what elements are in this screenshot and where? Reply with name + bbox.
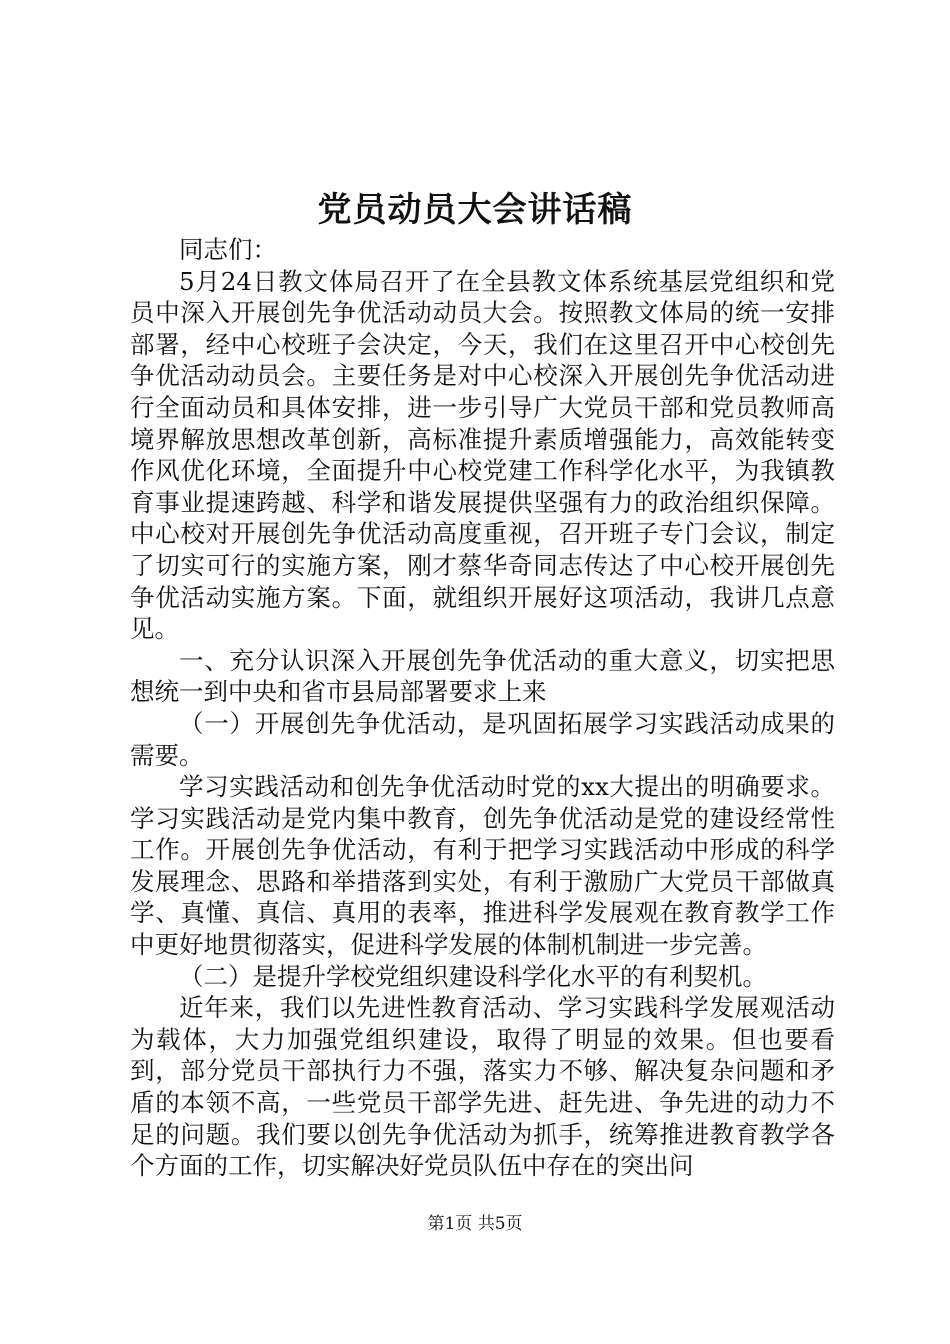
page-number-footer: 第1页 共5页	[427, 1214, 523, 1234]
paragraph: 5月24日教文体局召开了在全县教文体系统基层党组织和党员中深入开展创先争优活动动员大会。按照教文体局的统一安排部署，经中心校班子会决定，今天，我们在这里召开中心校创先争优活动动员会。主要任务是对中心校深入开展创先争优活动进行全面动员和具体安排，进一步引导广大党员干部和党员教师高境界解放思想改革创新，高标准提升素质增强能力，高效能转变作风优化环境，全面提升中心校党建工作科学化水平，为我镇教育事业提速跨越、科学和谐发展提供坚强有力的政治组织保障。中心校对开展创先争优活动高度重视，召开班子专门会议，制定了切实可行的实施方案，刚才蔡华奇同志传达了中心校开展创先争优活动实施方案。下面，就组织开展好这项活动，我讲几点意见。	[130, 266, 835, 644]
paragraph: 近年来，我们以先进性教育活动、学习实践科学发展观活动为载体，大力加强党组织建设，取得了明显的效果。但也要看到，部分党员干部执行力不强，落实力不够、解决复杂问题和矛盾的本领不高，一些党员干部学先进、赶先进、争先进的动力不足的问题。我们要以创先争优活动为抓手，统筹推进教育教学各个方面的工作，切实解决好党员队伍中存在的突出问	[130, 993, 835, 1181]
paragraph: 学习实践活动和创先争优活动时党的xx大提出的明确要求。学习实践活动是党内集中教育，创先争优活动是党的建设经常性工作。开展创先争优活动，有利于把学习实践活动中形成的科学发展理念、思路和举措落到实处，有利于激励广大党员干部做真学、真懂、真信、真用的表率，推进科学发展观在教育教学工作中更好地贯彻落实，促进科学发展的体制机制进一步完善。	[130, 772, 835, 960]
salutation: 同志们：	[179, 235, 277, 264]
subsection-heading: （二）是提升学校党组织建设科学化水平的有利契机。	[179, 961, 767, 991]
section-heading: 一、充分认识深入开展创先争优活动的重大意义，切实把思想统一到中央和省市县局部署要求上来	[130, 645, 835, 707]
document-title: 党员动员大会讲话稿	[317, 190, 633, 230]
subsection-heading: （一）开展创先争优活动，是巩固拓展学习实践活动成果的需要。	[130, 708, 835, 770]
document-body	[130, 234, 835, 1182]
